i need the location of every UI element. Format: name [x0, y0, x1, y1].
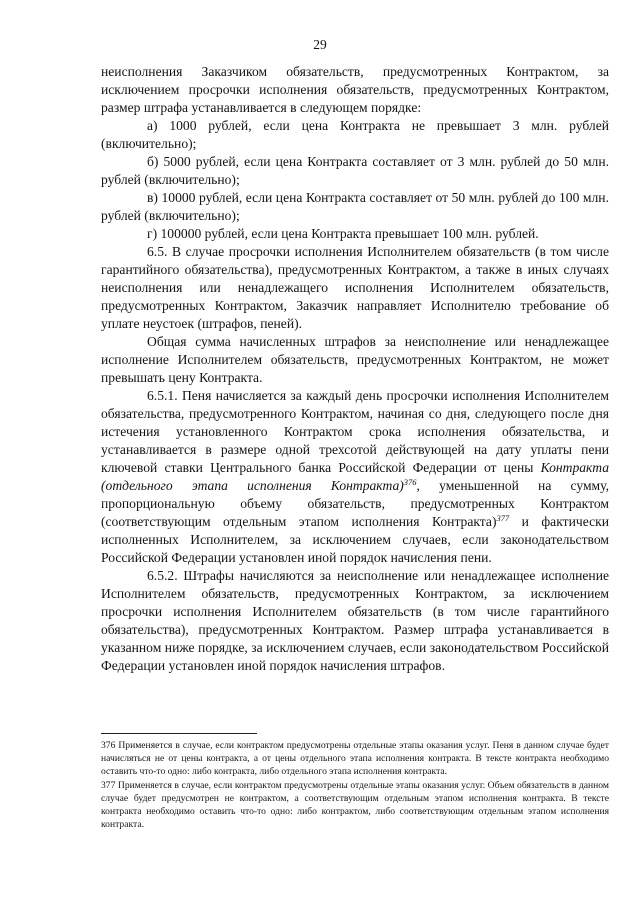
clause-6-5-1-italic: Контракта (отдельного этапа исполнения Контракта) [101, 460, 609, 493]
clause-6-5-1-text-2: , уменьшенной на сумму, пропорциональную объему обязательств, предусмотренных Контрактом (соответствующим отдельным этапом исполнения Контракта) [101, 478, 609, 529]
footnote-376: 376 Применяется в случае, если контрактом предусмотрены отдельные этапы оказания услуг. Пеня в данном случае будет начисляться не от цены контракта, а от цены отдельного этапа исполнения контракта. В тексте контракта необходимо оставить что-то одно: либо контракта, либо отдельного этапа исполнения контракта. [101, 740, 609, 778]
list-item-c: в) 10000 рублей, если цена Контракта составляет от 50 млн. рублей до 100 млн. рублей (включительно); [101, 190, 609, 223]
document-body [101, 63, 609, 675]
footnote-divider [101, 733, 257, 734]
list-item-d: г) 100000 рублей, если цена Контракта превышает 100 млн. рублей. [147, 226, 539, 241]
page-number: 29 [313, 37, 327, 52]
clause-6-5-1 [101, 387, 609, 567]
clause-6-5-2: 6.5.2. Штрафы начисляются за неисполнение или ненадлежащее исполнение Исполнителем обязательств, предусмотренных Контрактом, за исключением просрочки исполнения Исполнителем обязательств (в том числе гарантийного обязательства), предусмотренных Контрактом. Размер штрафа устанавливается в указанном ниже порядке, за исключением случаев, если законодательством Российской Федерации установлен иной порядок начисления штрафов. [101, 568, 609, 673]
footnote-377: 377 Применяется в случае, если контрактом предусмотрены отдельные этапы оказания услуг. Объем обязательств в данном случае будет предусмотрен не контрактом, а соответствующим отдельным этапом исполнения контракта. В тексте контракта необходимо оставить что-то одно: либо контрактом, либо соответствующим отдельным этапом исполнения контракта. [101, 779, 609, 831]
footnotes [101, 739, 609, 831]
list-item-a: а) 1000 рублей, если цена Контракта не превышает 3 млн. рублей (включительно); [101, 118, 609, 151]
clause-total-fines: Общая сумма начисленных штрафов за неисполнение или ненадлежащее исполнение Исполнителем обязательств, предусмотренных Контрактом, не может превышать цену Контракта. [101, 334, 609, 385]
clause-6-5-1-text-1: 6.5.1. Пеня начисляется за каждый день просрочки исполнения Исполнителем обязательства, предусмотренного Контрактом, начиная со дня, следующего после дня истечения установленного Контрактом срока исполнения обязательства, и устанавливается в размере одной трехсотой действующей на дату уплаты пени ключевой ставки Центрального банка Российской Федерации от цены [101, 388, 609, 475]
footnote-ref-376: 376 [403, 477, 417, 487]
clause-6-5: 6.5. В случае просрочки исполнения Исполнителем обязательств (в том числе гарантийного обязательства), предусмотренных Контрактом, а также в иных случаях неисполнения или ненадлежащего исполнения Исполнителем обязательств, предусмотренных Контрактом, Заказчик направляет Исполнителю требование об уплате неустоек (штрафов, пеней). [101, 244, 609, 331]
paragraph-fine-intro: неисполнения Заказчиком обязательств, предусмотренных Контрактом, за исключением просрочки исполнения обязательств, предусмотренных Контрактом, размер штрафа устанавливается в следующем порядке: [101, 64, 609, 115]
clause-6-5-1-text-3: и фактически исполненных Исполнителем, за исключением случаев, если законодательством Российской Федерации установлен иной порядок начисления пени. [101, 514, 609, 565]
list-item-b: б) 5000 рублей, если цена Контракта составляет от 3 млн. рублей до 50 млн. рублей (включительно); [101, 154, 609, 187]
footnote-ref-377: 377 [496, 513, 510, 523]
